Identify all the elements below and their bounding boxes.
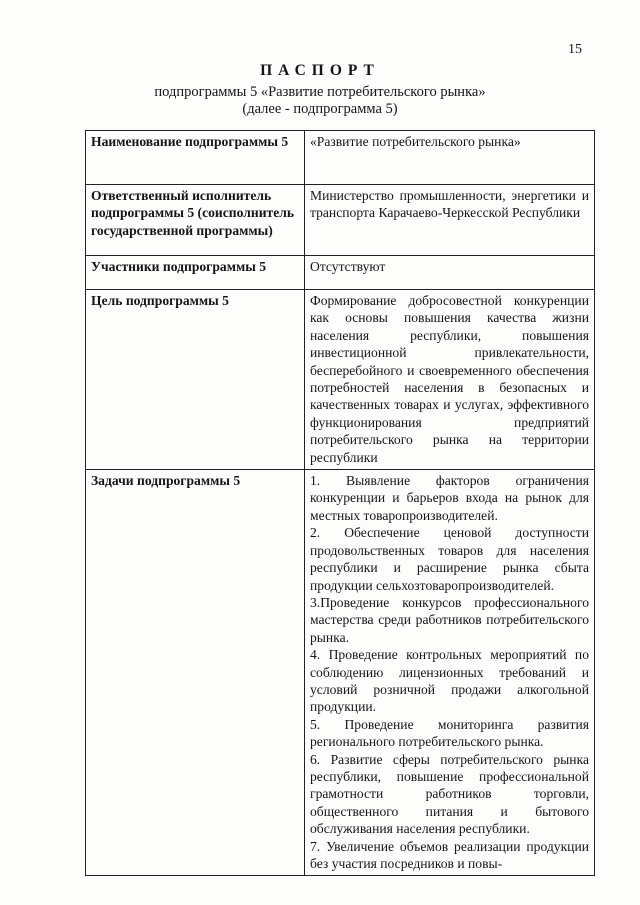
field-value-goal: Формирование добросовестной конкуренции как основы повышения качества жизни населения республики, повышения инвестиционной привлекательности, бесперебойного и своевременного обеспечения потребностей населения в безопасных и качественных товарах и услугах, эффективного функционирования предприятий потребительского рынка на территории республики (305, 290, 595, 470)
table-row (86, 470, 595, 876)
field-value-tasks (305, 470, 595, 876)
table-row (86, 131, 595, 185)
document-title: ПАСПОРТ (260, 62, 380, 79)
field-value-executor: Министерство промышленности, энергетики и транспорта Карачаево-Черкесской Республики (305, 185, 595, 256)
field-value-participants: Отсутствуют (305, 256, 595, 290)
table-row (86, 185, 595, 256)
task-item: 5. Проведение мониторинга развития регионального потребительского рынка. (310, 716, 589, 750)
task-item: 4. Проведение контрольных мероприятий по соблюдению лицензионных требований и условий розничной продажи алкогольной продукции. (310, 647, 589, 715)
field-label-participants: Участники подпрограммы 5 (86, 256, 305, 290)
field-label-name: Наименование подпрограммы 5 (86, 131, 305, 185)
field-value-name: «Развитие потребительского рынка» (305, 131, 595, 185)
task-item: 2. Обеспечение ценовой доступности продовольственных товаров для населения республики и расширение рынка сбыта продукции сельхозтоваропроизводителей. (310, 525, 589, 593)
document-subtitle-note: (далее - подпрограмма 5) (242, 101, 398, 117)
task-item: 1. Выявление факторов ограничения конкуренции и барьеров входа на рынок для местных товаропроизводителей. (310, 473, 589, 523)
table-row (86, 290, 595, 470)
table-row (86, 256, 595, 290)
page-number: 15 (568, 42, 582, 57)
task-item: 7. Увеличение объемов реализации продукции без участия посредников и повы- (310, 838, 589, 871)
task-item: 3.Проведение конкурсов профессионального мастерства среди работников потребительского рынка. (310, 594, 589, 645)
document-subtitle: подпрограммы 5 «Развитие потребительского рынка» (154, 84, 486, 100)
field-label-tasks: Задачи подпрограммы 5 (86, 470, 305, 876)
passport-table (85, 130, 595, 876)
task-item: 6. Развитие сферы потребительского рынка республики, повышение профессиональной грамотности работников торговли, общественного питания и бытового обслуживания населения республики. (310, 751, 589, 837)
field-label-executor: Ответственный исполнитель подпрограммы 5 (соисполнитель государственной программы) (86, 185, 305, 256)
field-label-goal: Цель подпрограммы 5 (86, 290, 305, 470)
